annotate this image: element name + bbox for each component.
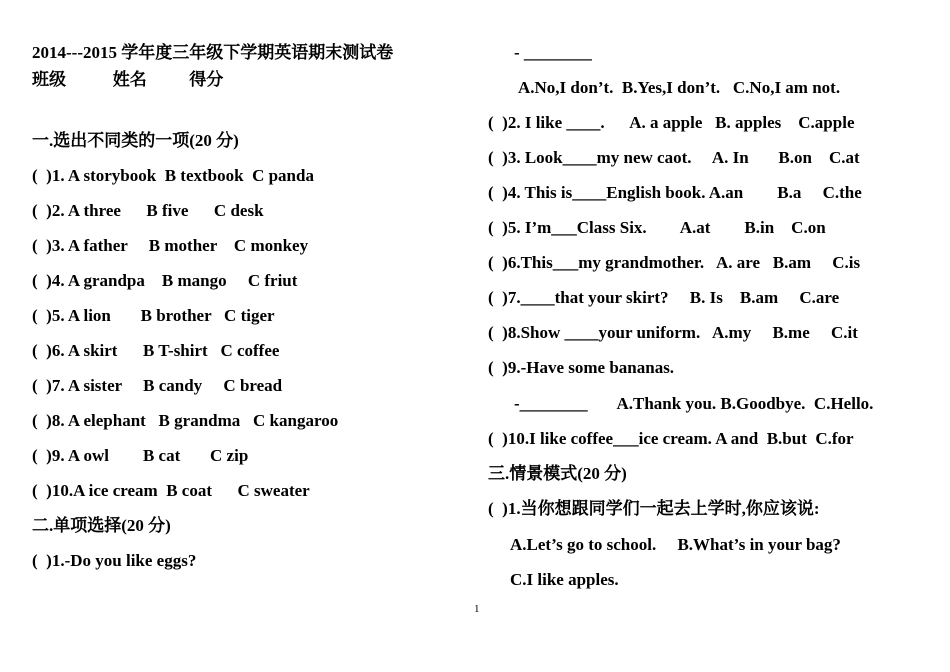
answer-options-line: A.Let’s go to school. B.What’s in your bag? xyxy=(510,535,841,554)
section-heading: 二.单项选择(20 分) xyxy=(32,516,171,535)
question-line: ( )7.____that your skirt? B. Is B.am C.are xyxy=(488,288,840,307)
question-line: ( )5. A lion B brother C tiger xyxy=(32,306,275,325)
answer-options-line: -________ A.Thank you. B.Goodbye. C.Hello. xyxy=(514,394,874,413)
question-line: ( )1. A storybook B textbook C panda xyxy=(32,166,314,185)
document-title: 2014---2015 学年度三年级下学期英语期末测试卷 xyxy=(32,43,394,62)
question-line: ( )3. Look____my new caot. A. In B.on C.at xyxy=(488,148,860,167)
question-line: ( )4. This is____English book. A.an B.a C.the xyxy=(488,183,862,202)
question-line: ( )9.-Have some bananas. xyxy=(488,358,675,377)
question-line: ( )4. A grandpa B mango C friut xyxy=(32,271,298,290)
question-line: ( )1.当你想跟同学们一起去上学时,你应该说: xyxy=(488,499,820,518)
answer-blank-line: - ________ xyxy=(514,43,592,62)
question-line: ( )5. I’m___Class Six. A.at B.in C.on xyxy=(488,218,826,237)
answer-options-line: C.I like apples. xyxy=(510,570,619,589)
question-line: ( )6.This___my grandmother. A. are B.am C.is xyxy=(488,253,861,272)
question-line: ( )3. A father B mother C monkey xyxy=(32,236,309,255)
answer-options-line: A.No,I don’t. B.Yes,I don’t. C.No,I am not. xyxy=(518,78,841,97)
section-heading: 三.情景模式(20 分) xyxy=(488,464,627,483)
question-line: ( )9. A owl B cat C zip xyxy=(32,446,249,465)
question-line: ( )10.I like coffee___ice cream. A and B.but C.for xyxy=(488,429,854,448)
question-line: ( )6. A skirt B T-shirt C coffee xyxy=(32,341,280,360)
question-line: ( )2. I like ____. A. a apple B. apples C.apple xyxy=(488,113,855,132)
question-line: ( )10.A ice cream B coat C sweater xyxy=(32,481,310,500)
student-info-line: 班级 姓名 得分 xyxy=(32,70,224,89)
question-line: ( )2. A three B five C desk xyxy=(32,201,264,220)
question-line: ( )7. A sister B candy C bread xyxy=(32,376,283,395)
question-line: ( )8.Show ____your uniform. A.my B.me C.it xyxy=(488,323,858,342)
question-line: ( )1.-Do you like eggs? xyxy=(32,551,197,570)
page-number: 1 xyxy=(474,603,480,615)
question-line: ( )8. A elephant B grandma C kangaroo xyxy=(32,411,339,430)
section-heading: 一.选出不同类的一项(20 分) xyxy=(32,131,239,150)
